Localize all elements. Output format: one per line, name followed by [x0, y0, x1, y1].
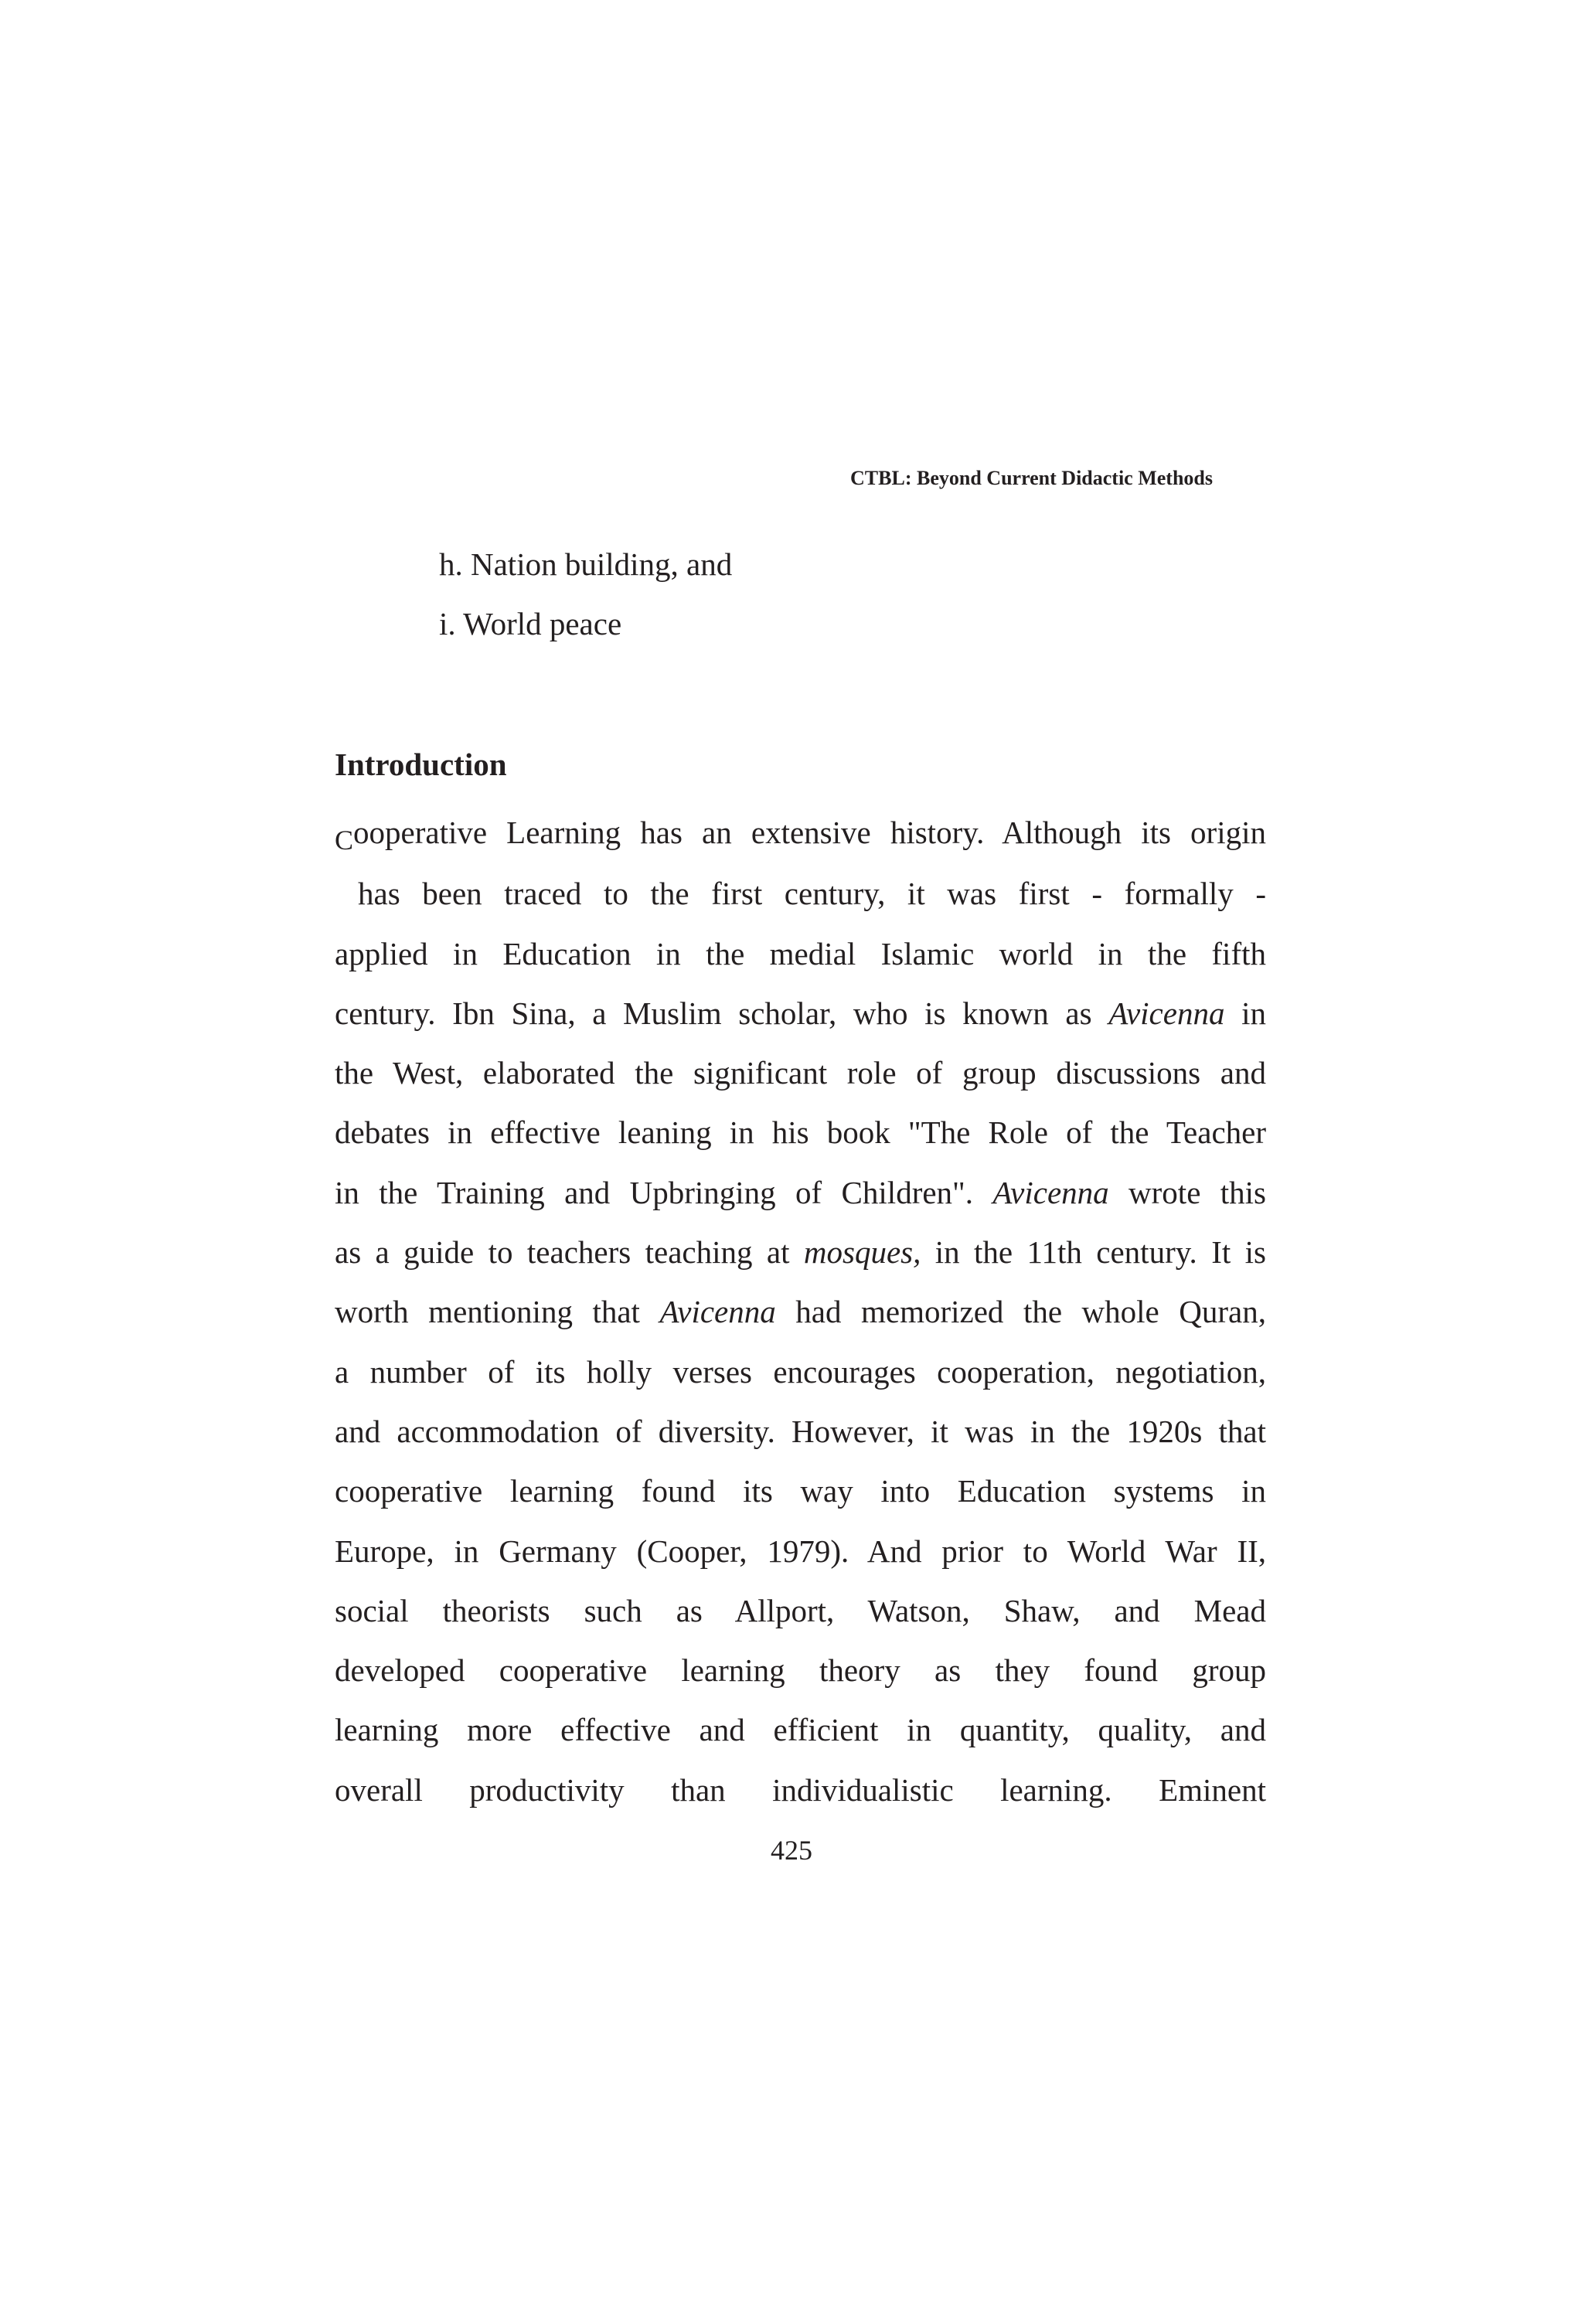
list	[439, 535, 732, 654]
paragraph-line: debates in effective leaning in his book "The Role of the Teacher	[335, 1114, 1266, 1151]
paragraph-line	[335, 984, 1266, 1043]
paragraph-line: and accommodation of diversity. However, it was in the 1920s that	[335, 1413, 1266, 1449]
line-text: century. Ibn Sina, a Muslim scholar, who is known as	[335, 995, 1109, 1031]
italic-term: mosques,	[803, 1234, 921, 1271]
line-text: had memorized the whole Quran,	[775, 1294, 1266, 1330]
paragraph-line	[335, 1223, 1266, 1282]
italic-term: Avicenna	[659, 1294, 776, 1330]
list-item-h: h. Nation building, and	[439, 546, 733, 582]
paragraph-line: has been traced to the first century, it was first - formally -	[358, 876, 1266, 912]
paragraph-line: cooperative learning found its way into Education systems in	[335, 1473, 1266, 1509]
paragraph-line	[335, 1163, 1266, 1223]
list-item-i: i. World peace	[439, 606, 622, 641]
paragraph-line: Europe, in Germany (Cooper, 1979). And prior to World War II,	[335, 1533, 1266, 1569]
line-text: worth mentioning that	[335, 1294, 660, 1330]
paragraph-line: overall productivity than individualistic learning. Eminent	[335, 1771, 1266, 1808]
italic-term: Avicenna	[992, 1174, 1109, 1210]
paragraph-line	[335, 803, 1266, 864]
paragraph-line	[335, 1282, 1266, 1342]
line-text: wrote this	[1108, 1174, 1266, 1210]
line-text: in the Training and Upbringing of Children".	[335, 1174, 993, 1210]
paragraph-line: a number of its holly verses encourages cooperation, negotiation,	[335, 1353, 1266, 1390]
paragraph-line: developed cooperative learning theory as they found group	[335, 1652, 1266, 1689]
section-heading: Introduction	[335, 747, 507, 782]
running-header: CTBL: Beyond Current Didactic Methods	[850, 467, 1213, 489]
body-paragraph	[335, 803, 1266, 1820]
line-text: in the 11th century. It is	[921, 1234, 1266, 1271]
paragraph-line: applied in Education in the medial Islamic world in the fifth	[335, 935, 1266, 971]
initial-letter: C	[335, 825, 354, 856]
page-number: 425	[771, 1835, 812, 1866]
line-text: in	[1224, 995, 1266, 1031]
paragraph-line: learning more effective and efficient in quantity, quality, and	[335, 1712, 1266, 1748]
line-text: ooperative Learning has an extensive history. Although its origin	[353, 815, 1266, 850]
paragraph-line: the West, elaborated the significant role of group discussions and	[335, 1055, 1266, 1091]
italic-term: Avicenna	[1108, 995, 1225, 1031]
line-text: as a guide to teachers teaching at	[335, 1234, 804, 1271]
paragraph-line: social theorists such as Allport, Watson, Shaw, and Mead	[335, 1592, 1266, 1628]
